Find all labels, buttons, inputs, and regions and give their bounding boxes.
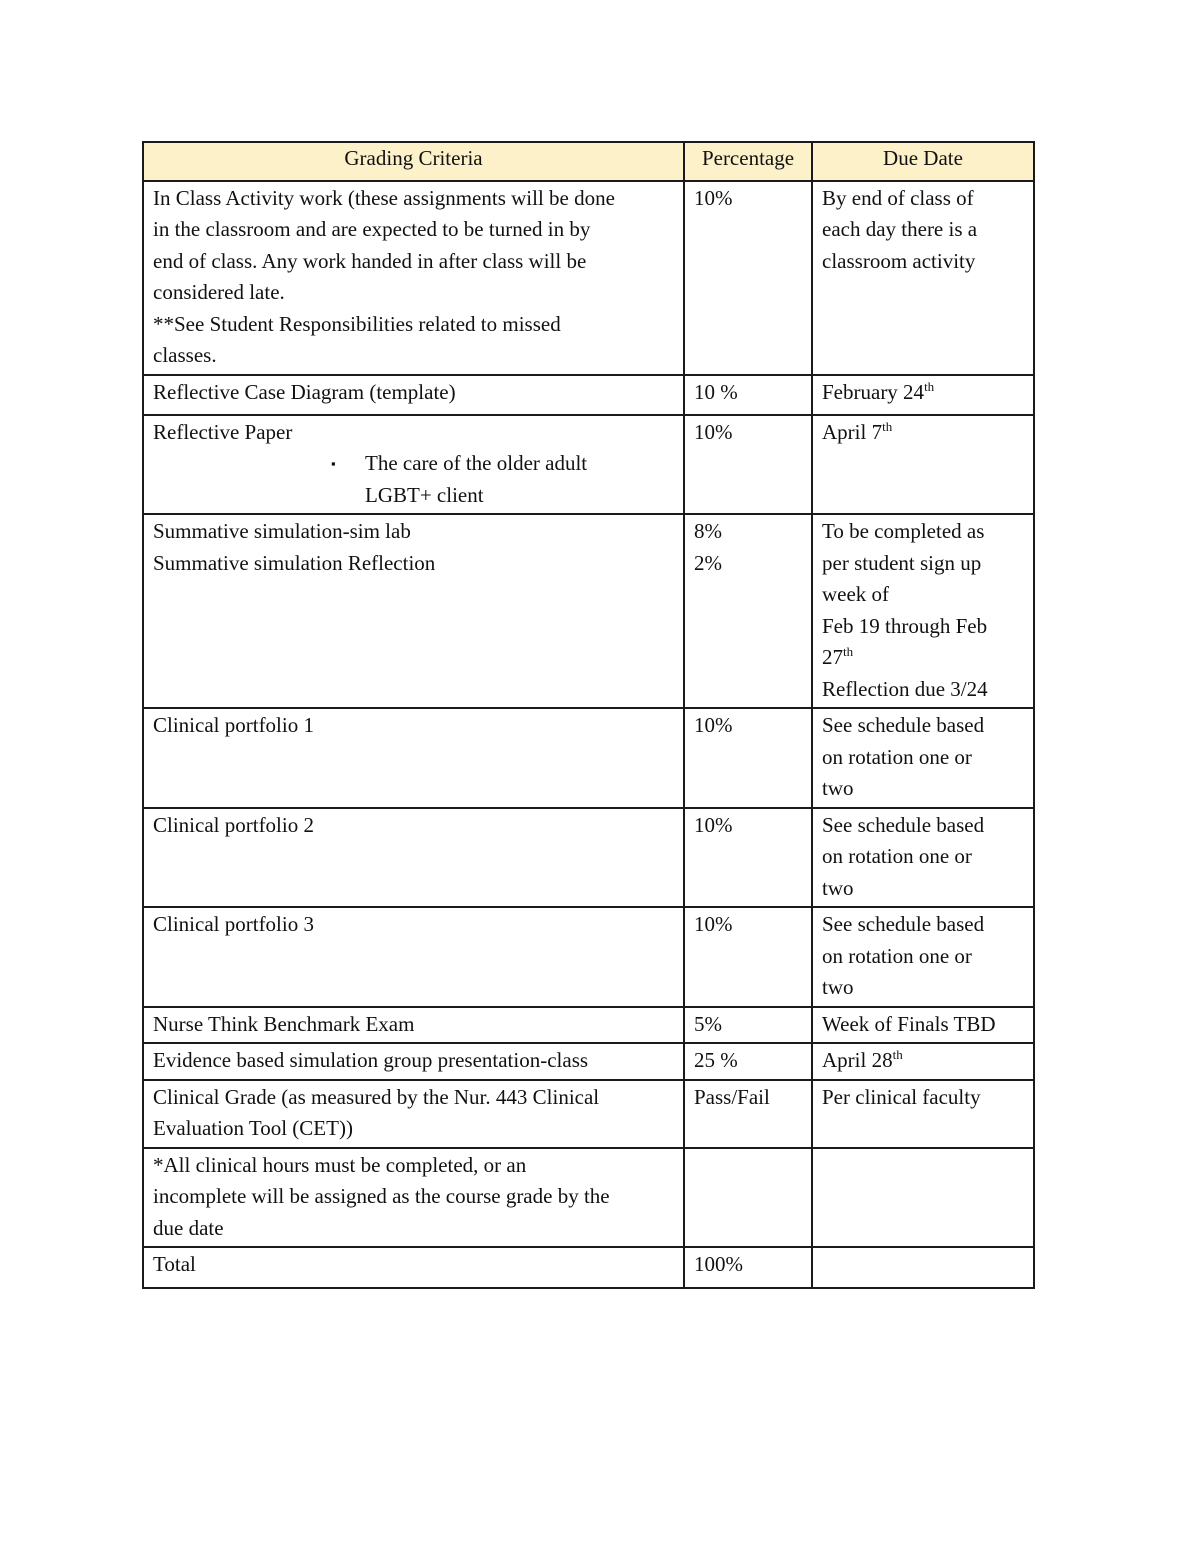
table-row (143, 1007, 1034, 1044)
square-bullet-icon: ▪ (331, 456, 336, 471)
criteria-line: **See Student Responsibilities related to missed (153, 311, 561, 336)
due-line: classroom activity (822, 248, 976, 273)
due-line: two (822, 776, 854, 800)
due-text: April 7 (822, 419, 883, 444)
due-line: on rotation one or (822, 844, 972, 868)
header-percentage: Percentage (684, 142, 812, 181)
criteria-line: Summative simulation Reflection (153, 550, 436, 575)
due-date-cell (812, 375, 1034, 415)
due-date-cell (812, 808, 1034, 908)
table-row (143, 708, 1034, 808)
due-line: Reflection due 3/24 (822, 676, 988, 701)
header-due-date: Due Date (812, 142, 1034, 181)
criteria-cell: Evidence based simulation group presentation-class (143, 1043, 684, 1080)
criteria-line: classes. (153, 343, 217, 367)
criteria-line: considered late. (153, 280, 285, 304)
due-line: week of (822, 582, 890, 606)
criteria-cell: Clinical portfolio 1 (143, 708, 684, 808)
due-date-cell (812, 1043, 1034, 1080)
percentage-cell: 10% (684, 181, 812, 375)
ordinal-suffix: th (924, 378, 935, 394)
ordinal-suffix: th (892, 1047, 903, 1062)
ordinal-suffix: th (843, 644, 854, 659)
due-line: Feb 19 through Feb (822, 613, 988, 638)
table-row (143, 907, 1034, 1007)
table-row (143, 375, 1034, 415)
due-date-cell (812, 514, 1034, 708)
table-row (143, 415, 1034, 515)
due-line: on rotation one or (822, 943, 972, 968)
percentage-line: 2% (694, 550, 722, 575)
due-date-cell (812, 907, 1034, 1007)
criteria-line: Evaluation Tool (CET)) (153, 1116, 353, 1140)
due-date-cell (812, 415, 1034, 515)
criteria-line: in the classroom and are expected to be turned in by (153, 217, 591, 241)
due-line: on rotation one or (822, 744, 972, 769)
due-date-cell: Week of Finals TBD (812, 1007, 1034, 1044)
due-text: 27 (822, 645, 843, 669)
criteria-line: incomplete will be assigned as the course grade by the (153, 1184, 610, 1208)
due-line: By end of class of (822, 185, 974, 210)
due-date-cell: Per clinical faculty (812, 1080, 1034, 1148)
header-grading-criteria: Grading Criteria (143, 142, 684, 181)
bullet-line: LGBT+ client (365, 482, 484, 507)
percentage-cell: 10% (684, 907, 812, 1007)
table-row (143, 1148, 1034, 1248)
criteria-line: *All clinical hours must be completed, or an (153, 1152, 527, 1177)
due-line: each day there is a (822, 217, 978, 241)
criteria-line: Reflective Paper (153, 419, 293, 444)
criteria-cell: Clinical portfolio 3 (143, 907, 684, 1007)
criteria-line: In Class Activity work (these assignments will be done (153, 185, 615, 210)
criteria-cell: Clinical portfolio 2 (143, 808, 684, 908)
percentage-cell: 10% (684, 808, 812, 908)
percentage-cell: 10% (684, 415, 812, 515)
criteria-cell (143, 181, 684, 375)
criteria-line: Summative simulation-sim lab (153, 519, 411, 543)
due-date-cell (812, 1148, 1034, 1248)
bullet-item (153, 448, 677, 511)
percentage-cell: 5% (684, 1007, 812, 1044)
criteria-cell: Nurse Think Benchmark Exam (143, 1007, 684, 1044)
due-line: See schedule based (822, 912, 985, 936)
percentage-cell: Pass/Fail (684, 1080, 812, 1148)
criteria-cell: Reflective Case Diagram (template) (143, 375, 684, 415)
percentage-cell: 10 % (684, 375, 812, 415)
table-row (143, 1080, 1034, 1148)
due-line: per student sign up (822, 550, 982, 575)
due-text: February 24 (822, 379, 925, 404)
due-date-cell (812, 181, 1034, 375)
criteria-line: Clinical Grade (as measured by the Nur. 443 Clinical (153, 1084, 600, 1109)
percentage-cell: 10% (684, 708, 812, 808)
table-row (143, 514, 1034, 708)
table-header-row (143, 142, 1034, 181)
criteria-cell: Total (143, 1247, 684, 1288)
due-line (822, 642, 1027, 674)
due-line: two (822, 875, 854, 900)
criteria-cell (143, 1080, 684, 1148)
due-date-cell (812, 1247, 1034, 1288)
percentage-cell (684, 514, 812, 708)
criteria-cell (143, 514, 684, 708)
table-row (143, 808, 1034, 908)
criteria-cell (143, 415, 684, 515)
due-text: April 28 (822, 1048, 893, 1072)
criteria-line: due date (153, 1215, 224, 1240)
due-date-cell (812, 708, 1034, 808)
bullet-line: The care of the older adult (365, 451, 588, 475)
percentage-cell: 100% (684, 1247, 812, 1288)
grading-table (142, 141, 1035, 1289)
due-line: See schedule based (822, 812, 985, 837)
ordinal-suffix: th (882, 418, 893, 434)
criteria-line: end of class. Any work handed in after class will be (153, 248, 587, 273)
criteria-cell (143, 1148, 684, 1248)
due-line: See schedule based (822, 713, 985, 737)
due-line: two (822, 975, 854, 999)
percentage-cell: 25 % (684, 1043, 812, 1080)
table-row (143, 181, 1034, 375)
table-row (143, 1043, 1034, 1080)
total-row (143, 1247, 1034, 1288)
percentage-cell (684, 1148, 812, 1248)
percentage-line: 8% (694, 519, 722, 543)
bullet-text (365, 448, 677, 511)
due-line: To be completed as (822, 519, 985, 543)
